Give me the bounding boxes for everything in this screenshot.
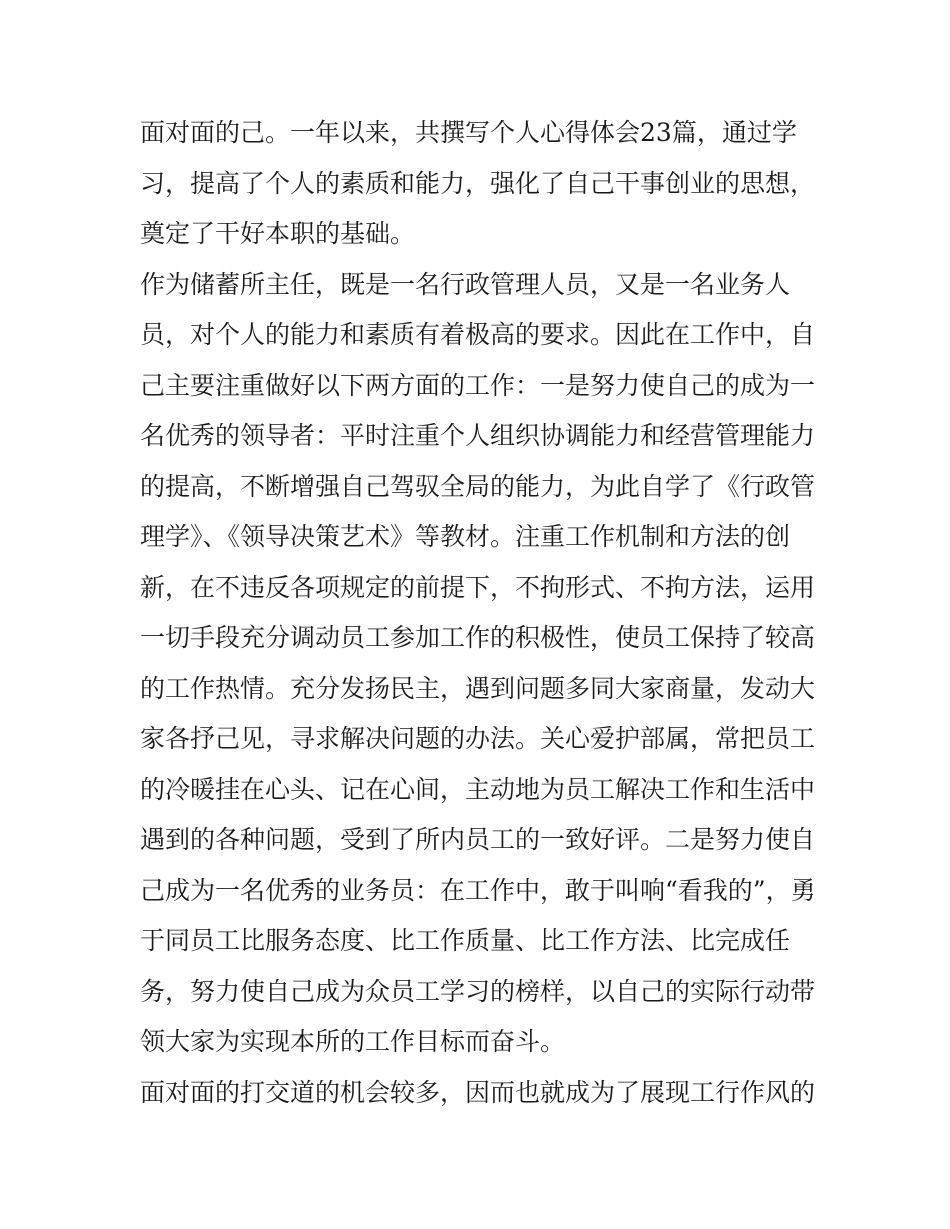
text-line: 己主要注重做好以下两方面的工作：一是努力使自己的成为一	[140, 370, 816, 400]
text-line: 面对面的打交道的机会较多，因而也就成为了展现工行作风的	[140, 1077, 816, 1107]
text-line: 新，在不违反各项规定的前提下，不拘形式、不拘方法，运用	[140, 572, 816, 602]
text-line: 家各抒己见，寻求解决问题的办法。关心爱护部属，常把员工	[140, 724, 816, 753]
text-line: 的提高，不断增强自己驾驭全局的能力，为此自学了《行政管	[140, 471, 816, 501]
text-line: 理学》、《领导决策艺术》等教材。注重工作机制和方法的创	[140, 522, 791, 551]
text-line: 的冷暖挂在心头、记在心间，主动地为员工解决工作和生活中	[140, 774, 816, 804]
text-line: 员，对个人的能力和素质有着极高的要求。因此在工作中，自	[140, 320, 816, 349]
text-line: 的工作热情。充分发扬民主，遇到问题多同大家商量，发动大	[140, 673, 816, 703]
text-line: 面对面的己。一年以来，共撰写个人心得体会23篇，通过学	[140, 118, 797, 147]
text-line: 作为储蓄所主任，既是一名行政管理人员，又是一名业务人	[140, 269, 791, 299]
text-line: 遇到的各种问题，受到了所内员工的一致好评。二是努力使自	[140, 825, 816, 854]
text-line: 奠定了干好本职的基础。	[140, 219, 416, 248]
text-line: 领大家为实现本所的工作目标而奋斗。	[140, 1027, 566, 1056]
text-line: 务，努力使自己成为众员工学习的榜样，以自己的实际行动带	[140, 976, 816, 1006]
text-line: 于同员工比服务态度、比工作质量、比工作方法、比完成任	[140, 926, 791, 955]
text-line: 一切手段充分调动员工参加工作的积极性，使员工保持了较高	[140, 623, 816, 652]
text-line: 名优秀的领导者：平时注重个人组织协调能力和经营管理能力	[140, 421, 816, 450]
body-text	[140, 108, 830, 1118]
text-line: 习，提高了个人的素质和能力，强化了自己干事创业的思想，	[140, 168, 816, 198]
text-line: 己成为一名优秀的业务员：在工作中，敢于叫响“看我的”，勇	[140, 875, 816, 905]
